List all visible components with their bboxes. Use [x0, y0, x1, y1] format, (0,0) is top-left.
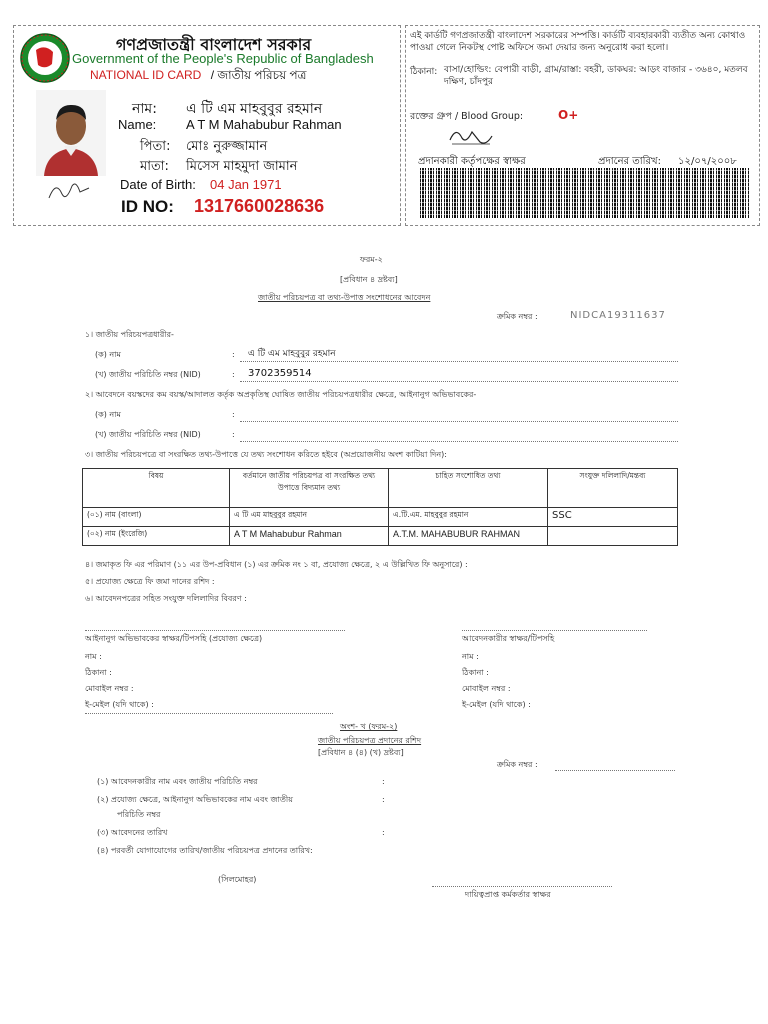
- part-b-heading: অংশ- খ (ফরম-২): [340, 722, 398, 731]
- officer-signature-line: [432, 886, 612, 887]
- table-row: [83, 508, 678, 527]
- part-divider: [85, 713, 333, 714]
- authority-signature: [446, 122, 496, 150]
- s2-nid-line: [240, 441, 678, 442]
- id-no-label: ID NO:: [121, 197, 174, 216]
- table-cell: এ.টি.এম. মাহবুবুর রহমান: [389, 508, 548, 527]
- government-title-bn: গণপ্রজাতন্ত্রী বাংলাদেশ সরকার: [116, 35, 312, 54]
- s2-nid-colon: :: [232, 430, 235, 439]
- applicant-address-label: ঠিকানা :: [462, 668, 489, 677]
- table-header: চাহিত সংশোধিত তথ্য: [389, 469, 548, 508]
- dob-value: 04 Jan 1971: [210, 177, 282, 192]
- name-en-label: Name:: [118, 117, 157, 132]
- bangladesh-emblem-icon: [19, 32, 71, 84]
- s1-nid-label: (খ) জাতীয় পরিচিতি নম্বর (NID): [95, 370, 201, 379]
- section-4: ৪। জমাকৃত ফি এর পরিমাণ (১১ এর উপ-প্রবিধান (১) এর ক্রমিক নং ১ বা, প্রযোজ্য ক্ষেত্রে, ২ এ উল্লিখিত ফি অনুসারে) :: [85, 560, 468, 569]
- s2-name-colon: :: [232, 410, 235, 419]
- table-cell: এ টি এম মাহবুবুর রহমান: [230, 508, 389, 527]
- table-row: [83, 527, 678, 546]
- receipt-item-2b: পরিচিতি নম্বর: [117, 810, 161, 819]
- s1-nid-colon: :: [232, 370, 235, 379]
- correction-table: [82, 468, 678, 546]
- issue-date-value: ১২/০৭/২০০৮: [678, 156, 737, 167]
- card-notice: এই কার্ডটি গণপ্রজাতন্ত্রী বাংলাদেশ সরকারের সম্পত্তি। কার্ডটি ব্যবহারকারী ব্যতীত অন্য কোথাও পাওয়া গেলে নিকটস্থ পোষ্ট অফিসে জমা দেয়ার জন্য অনুরোধ করা হলো।: [410, 31, 746, 54]
- s1-nid-line: [240, 381, 678, 382]
- table-cell: A.T.M. MAHABUBUR RAHMAN: [389, 527, 548, 546]
- table-header-row: [83, 469, 678, 508]
- signer-label: প্রদানকারী কর্তৃপক্ষের স্বাক্ষর: [418, 156, 526, 167]
- mother-label: মাতা:: [140, 159, 169, 174]
- issue-date-label: প্রদানের তারিখ:: [598, 156, 661, 167]
- table-header: বিষয়: [83, 469, 230, 508]
- form-number: ফরম-২: [360, 255, 383, 264]
- government-title-en: Government of the People's Republic of Bangladesh: [72, 51, 374, 66]
- nid-card-back: [405, 25, 760, 226]
- name-en-value: A T M Mahabubur Rahman: [186, 117, 342, 132]
- receipt-colon-3: :: [382, 828, 385, 837]
- barcode-overlay: [420, 168, 750, 218]
- table-cell: SSC: [548, 508, 678, 527]
- address-label: ঠিকানা:: [410, 67, 438, 77]
- s1-name-value: এ টি এম মাহবুবুর রহমান: [248, 349, 336, 359]
- table-cell: (০২) নাম (ইংরেজি): [83, 527, 230, 546]
- receipt-item-2a: (২) প্রযোজ্য ক্ষেত্রে, আইনানুগ অভিভাবকের নাম এবং জাতীয়: [97, 795, 293, 804]
- s1-nid-value: 3702359514: [248, 368, 312, 379]
- dob-label: Date of Birth:: [120, 177, 196, 192]
- part-b-serial-line: [555, 770, 675, 771]
- s1-name-label: (ক) নাম: [95, 350, 121, 359]
- s2-name-label: (ক) নাম: [95, 410, 121, 419]
- receipt-item-4: (৪) পরবর্তী যোগাযোগের তারিখ/জাতীয় পরিচয়পত্র প্রদানের তারিখ:: [97, 846, 313, 855]
- id-no-value: 1317660028636: [194, 196, 325, 216]
- applicant-mobile-label: মোবাইল নম্বর :: [462, 684, 511, 693]
- s1-name-colon: :: [232, 350, 235, 359]
- section-1: ১। জাতীয় পরিচয়পত্রধারীর-: [85, 330, 174, 339]
- s1-name-line: [240, 361, 678, 362]
- serial-label: ক্রমিক নম্বর :: [497, 312, 538, 321]
- nid-card-front: [13, 25, 401, 226]
- card-type-bn: / জাতীয় পরিচয় পত্র: [210, 68, 307, 82]
- guardian-address-label: ঠিকানা :: [85, 668, 112, 677]
- part-b-rule: [প্রবিধান ৪ (৪) (খ) দ্রষ্টব্য]: [318, 748, 404, 757]
- father-label: পিতা:: [140, 139, 171, 154]
- name-bn-label: নাম:: [132, 101, 157, 117]
- guardian-signature-label: আইনানুগ অভিভাবকের স্বাক্ষর/টিপসহি (প্রযোজ্য ক্ষেত্রে): [85, 634, 263, 643]
- part-b-title: জাতীয় পরিচয়পত্র প্রদানের রশিদ: [318, 736, 422, 745]
- address-value: বাসা/হোল্ডিং: বেপারী বাড়ী, গ্রাম/রাস্তা: বহরী, ডাকঘর: আড়ং বাজার - ৩৬৪০, মতলব দক্ষিণ, চাঁদপুর: [444, 65, 748, 88]
- part-b-serial-label: ক্রমিক নম্বর :: [497, 760, 538, 769]
- table-header: সংযুক্ত দলিলাদি/মন্তব্য: [548, 469, 678, 508]
- receipt-colon-2: :: [382, 795, 385, 804]
- section-5: ৫। প্রযোজ্য ক্ষেত্রে ফি জমা দানের রশিদ :: [85, 577, 215, 586]
- applicant-signature-line: [462, 630, 647, 631]
- s2-name-line: [240, 421, 678, 422]
- table-header: বর্তমানে জাতীয় পরিচয়পত্র বা সংরক্ষিত তথ্য উপাত্তে বিদ্যমান তথ্য: [230, 469, 389, 508]
- guardian-email-label: ই-মেইল (যদি থাকে) :: [85, 700, 154, 709]
- holder-photo: [36, 90, 106, 176]
- card-type: [90, 67, 306, 87]
- section-6: ৬। আবেদনপত্রের সহিত সংযুক্ত দলিলাদির বিবরণ :: [85, 594, 247, 603]
- section-2: ২। আবেদনে বয়স্কদের কম বয়স্ক/আদালত কর্তৃক অপ্রকৃতিস্থ ঘোষিত জাতীয় পরিচয়পত্রধারীর ক্ষেত্রে, আইনানুগ অভিভাবকের-: [85, 390, 477, 399]
- guardian-mobile-label: মোবাইল নম্বর :: [85, 684, 134, 693]
- section-3: ৩। জাতীয় পরিচয়পত্রে বা সংরক্ষিত তথ্য-উপাত্তে যে তথ্য সংশোধন করিতে হইবে (অপ্রয়োজনীয় অংশ কাটিয়া দিন):: [85, 450, 447, 459]
- table-cell: A T M Mahabubur Rahman: [230, 527, 389, 546]
- name-bn-value: এ টি এম মাহবুবুর রহমান: [186, 101, 323, 117]
- receipt-item-3: (৩) আবেদনের তারিখ: [97, 828, 168, 837]
- applicant-signature-label: আবেদনকারীর স্বাক্ষর/টিপসহি: [462, 634, 555, 643]
- form-heading: জাতীয় পরিচয়পত্র বা তথ্য-উপাত্ত সংশোধনের আবেদন: [258, 293, 431, 302]
- holder-signature: [44, 176, 94, 206]
- serial-value: NIDCA19311637: [570, 310, 666, 321]
- table-cell: (০১) নাম (বাংলা): [83, 508, 230, 527]
- guardian-signature-line: [85, 630, 345, 631]
- father-value: মোঃ নুরুজ্জামান: [186, 139, 268, 154]
- mother-value: মিসেস মাহমুদা জামান: [186, 159, 298, 174]
- card-type-en: NATIONAL ID CARD: [90, 68, 202, 82]
- applicant-email-label: ই-মেইল (যদি থাকে) :: [462, 700, 531, 709]
- seal-label: (সিলমোহর): [218, 875, 257, 884]
- s2-nid-label: (খ) জাতীয় পরিচিতি নম্বর (NID): [95, 430, 201, 439]
- officer-signature-label: দায়িত্বপ্রাপ্ত কর্মকর্তার স্বাক্ষর: [465, 890, 551, 899]
- blood-group-label: রক্তের গ্রুপ / Blood Group:: [410, 111, 524, 122]
- applicant-name-label: নাম :: [462, 652, 479, 661]
- receipt-colon-1: :: [382, 777, 385, 786]
- receipt-item-1: (১) আবেদনকারীর নাম এবং জাতীয় পরিচিতি নম্বর: [97, 777, 258, 786]
- blood-group-value: O+: [558, 108, 579, 122]
- table-cell: [548, 527, 678, 546]
- guardian-name-label: নাম :: [85, 652, 102, 661]
- form-rule: [প্রবিধান ৪ দ্রষ্টব্য]: [340, 275, 398, 284]
